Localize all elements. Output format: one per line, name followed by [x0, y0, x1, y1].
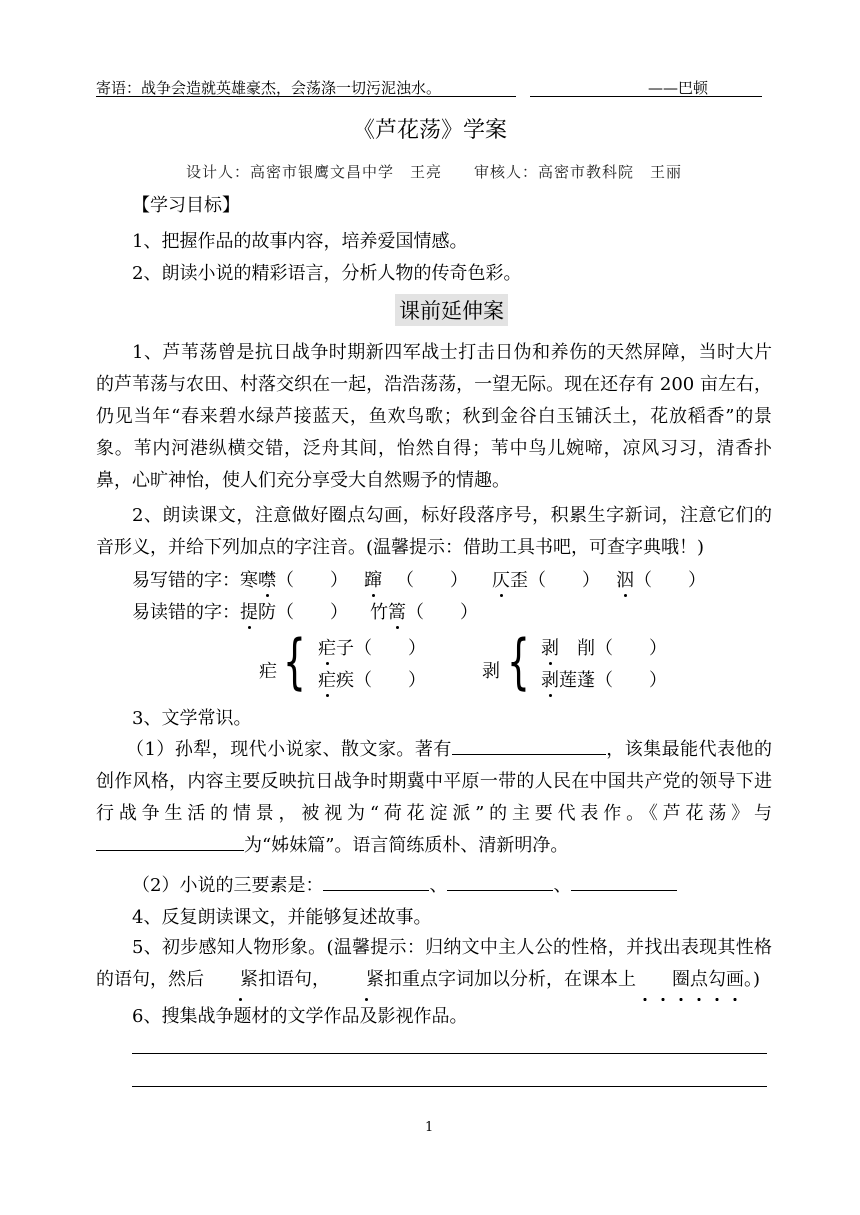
answer-blank[interactable]: （ ） — [354, 670, 426, 691]
poly1-char: 疟 — [259, 661, 277, 682]
answer-blank[interactable]: （ ） — [276, 570, 348, 591]
dotted-char: 剥 — [541, 666, 559, 692]
answer-line-2[interactable] — [132, 1086, 767, 1087]
easy-read-row — [132, 598, 478, 624]
q4-text: 4、反复朗读课文，并能够复述故事。 — [132, 907, 432, 928]
answer-blank[interactable]: （ ） — [528, 570, 600, 591]
dotted-char: 仄 — [492, 566, 510, 592]
dotted-text: 紧扣 — [204, 964, 276, 996]
poly1-item-2: 疟疾（ ） — [318, 666, 426, 692]
fill-blank-works[interactable] — [452, 736, 606, 755]
header-underline-left — [96, 96, 516, 97]
answer-blank[interactable]: （ ） — [595, 638, 667, 659]
fill-blank-sister[interactable] — [96, 832, 244, 851]
easy-write-row — [132, 566, 706, 592]
left-brace-2: { — [507, 627, 530, 697]
section-title-text: 课前延伸案 — [399, 299, 504, 323]
answer-blank[interactable]: （ ） — [276, 602, 348, 623]
poly2-char: 剥 — [482, 661, 500, 682]
answer-blank[interactable]: （ ） — [354, 638, 426, 659]
dotted-char: 疟 — [318, 634, 336, 660]
easy-read-label: 易读错的字： — [132, 602, 240, 623]
dotted-char: 提 — [240, 598, 258, 624]
word-item — [616, 570, 706, 591]
dotted-char: 蹿 — [364, 566, 382, 592]
paragraph-1: 1、芦苇荡曾是抗日战争时期新四军战士打击日伪和养伤的天然屏障，当时大片的芦苇荡与农田、村落交织在一起，浩浩荡荡，一望无际。现在还存有 200 亩左右，仍见当年“春来碧水绿芦接蓝天，鱼欢鸟歌；秋到金谷白玉铺沃土，花放稻香”的景象。苇内河港纵横交错，泛舟其间，怡然自得；苇中鸟儿婉啼，凉风习习，清香扑鼻，心旷神怡，使人们充分享受大自然赐予的情趣。 — [96, 342, 772, 491]
answer-blank[interactable]: （ ） — [396, 570, 468, 591]
word-item — [364, 570, 468, 591]
fill-blank-element-2[interactable] — [447, 872, 553, 891]
dotted-char: 噤 — [258, 566, 276, 592]
word-item: 提防（ ） — [240, 602, 348, 623]
header-author: ——巴顿 — [648, 79, 709, 97]
dotted-text: 圈点勾画 — [636, 964, 744, 996]
dotted-char: 篙 — [388, 598, 406, 624]
objective-item-2: 2、朗读小说的精彩语言，分析人物的传奇色彩。 — [132, 263, 522, 284]
dotted-text: 紧扣 — [330, 964, 402, 996]
page-number: 1 — [425, 1120, 434, 1135]
q5-paragraph: 5、初步感知人物形象。(温馨提示：归纳文中主人公的性格，并找出表现其性格的语句，然后 紧扣语句， 紧扣重点字词加以分析，在课本上 圈点勾画 。) — [96, 932, 772, 996]
poly1-item-1: 疟子（ ） — [318, 634, 426, 660]
paragraph-2: 2、朗读课文，注意做好圈点勾画，标好段落序号，积累生字新词，注意它们的音形义，并给下列加点的字注音。(温馨提示：借助工具书吧，可查字典哦！) — [96, 505, 772, 558]
fill-blank-element-3[interactable] — [571, 872, 677, 891]
left-brace-1: { — [283, 627, 306, 697]
answer-line-1[interactable] — [132, 1053, 767, 1054]
q3-heading: 3、文学常识。 — [132, 708, 252, 729]
section-title — [395, 294, 508, 326]
answer-blank[interactable]: （ ） — [406, 602, 478, 623]
credits-line: 设计人：高密市银鹰文昌中学 王亮 审核人：高密市教科院 王丽 — [186, 163, 683, 181]
word-item: 仄歪（ ） — [492, 570, 600, 591]
easy-write-label: 易写错的字： — [132, 570, 240, 591]
answer-blank[interactable]: （ ） — [634, 570, 706, 591]
q3-paragraph-1: （1）孙犁，现代小说家、散文家。著有 ，该集最能代表他的创作风格，内容主要反映抗日战争时期冀中平原一带的人民在中国共产党的领导下进行战争生活的情景，被视为“荷花淀派”的主要代表作。《芦花荡》与为“姊妹篇”。语言简练质朴、清新明净。 — [96, 734, 772, 862]
objectives-heading: 【学习目标】 — [132, 195, 240, 216]
header-motto: 寄语：战争会造就英雄豪杰，会荡涤一切污泥浊水。 — [96, 79, 442, 97]
dotted-char: 疟 — [318, 666, 336, 692]
fill-blank-element-1[interactable] — [323, 872, 429, 891]
word-item: 寒噤（ ） — [240, 570, 348, 591]
q6-text: 6、搜集战争题材的文学作品及影视作品。 — [132, 1006, 468, 1027]
poly2-item-1: 剥 削（ ） — [541, 634, 667, 660]
poly2-item-2: 剥莲蓬（ ） — [541, 666, 667, 692]
page-title: 《芦花荡》学案 — [352, 118, 507, 143]
word-item: 竹篙（ ） — [370, 602, 478, 623]
objective-item-1: 1、把握作品的故事内容，培养爱国情感。 — [132, 231, 468, 252]
header-underline-right — [530, 96, 762, 97]
q3-paragraph-2: （2）小说的三要素是： 、 、 — [132, 871, 677, 897]
dotted-char: 剥 — [541, 634, 559, 660]
answer-blank[interactable]: （ ） — [595, 670, 667, 691]
dotted-char: 泅 — [616, 566, 634, 592]
